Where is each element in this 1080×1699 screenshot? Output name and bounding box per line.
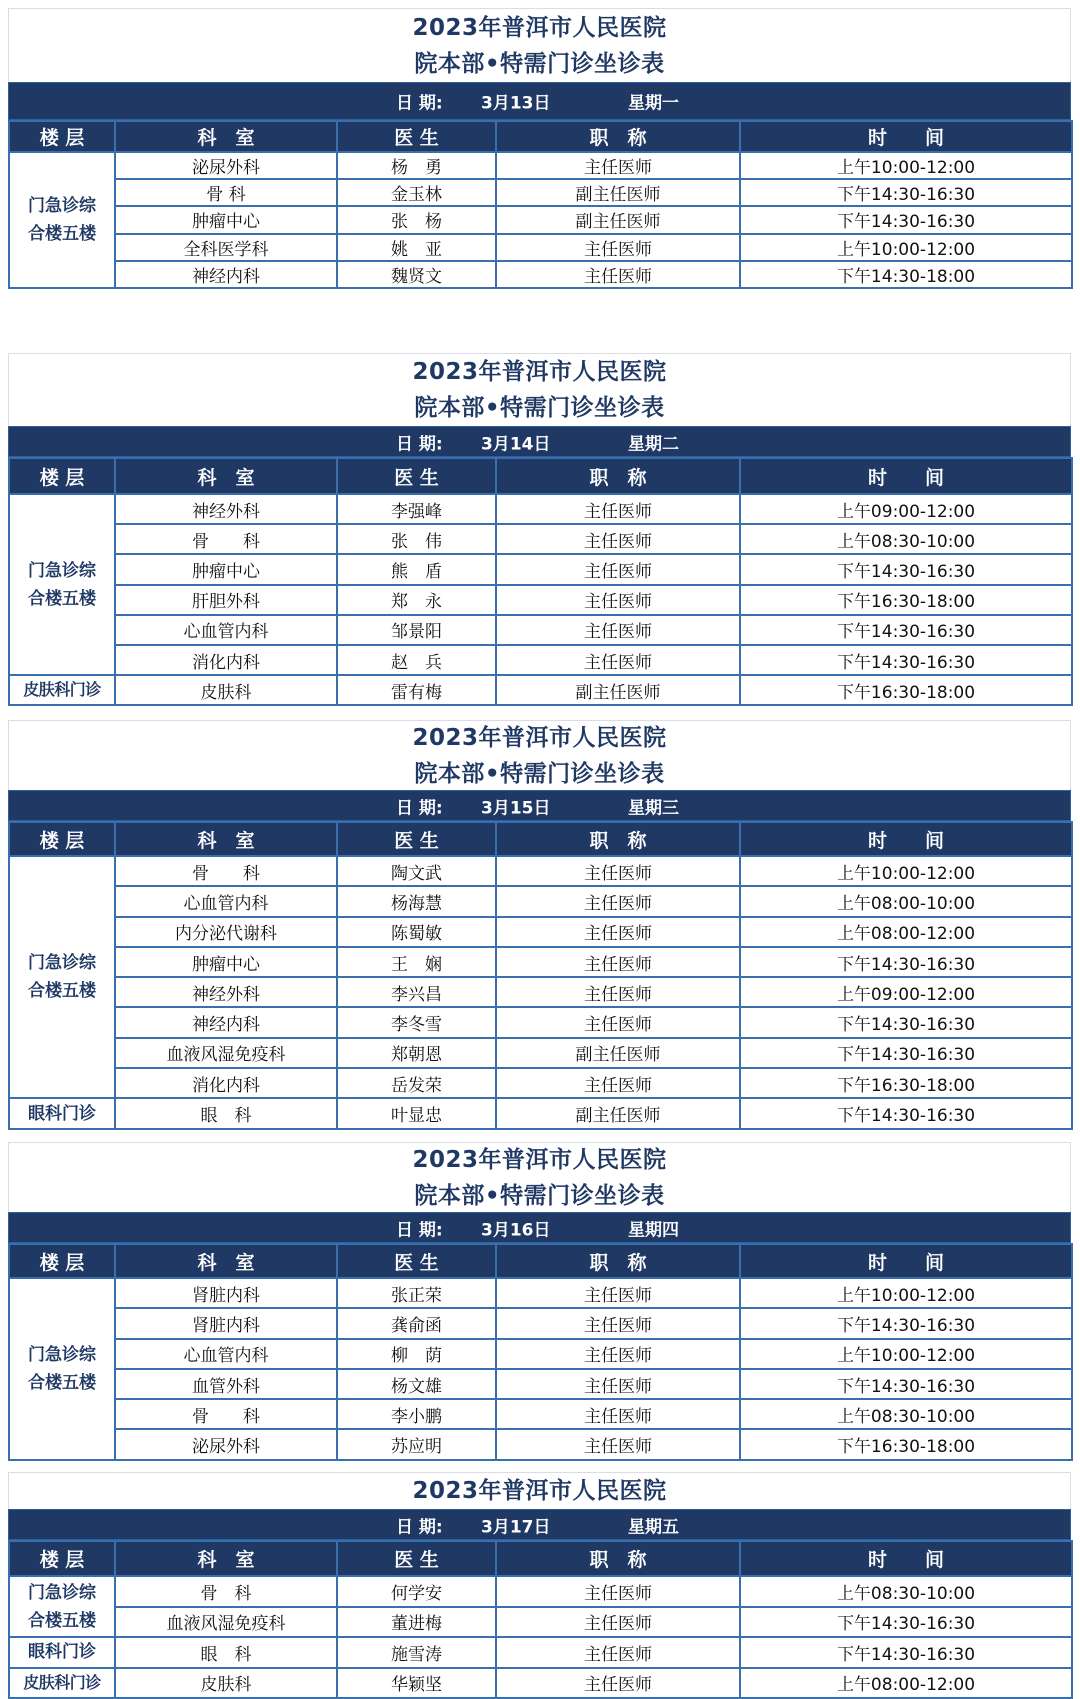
department-cell: 消化内科 bbox=[115, 1068, 337, 1098]
department-cell: 肿瘤中心 bbox=[115, 206, 337, 233]
doctor-cell: 郑朝恩 bbox=[337, 1038, 496, 1068]
column-header-department: 科 室 bbox=[115, 822, 337, 856]
time-cell: 下午14:30-16:30 bbox=[740, 615, 1072, 645]
title-cell: 副主任医师 bbox=[496, 1098, 740, 1128]
column-header-department: 科 室 bbox=[115, 458, 337, 494]
doctor-cell: 杨文雄 bbox=[337, 1369, 496, 1399]
department-cell: 骨 科 bbox=[115, 179, 337, 206]
column-header-department: 科 室 bbox=[115, 1244, 337, 1278]
table-row bbox=[9, 1429, 1072, 1459]
table-row bbox=[9, 645, 1072, 675]
doctor-cell: 雷有梅 bbox=[337, 675, 496, 705]
time-cell: 上午10:00-12:00 bbox=[740, 1278, 1072, 1308]
title-cell: 主任医师 bbox=[496, 585, 740, 615]
time-cell: 上午10:00-12:00 bbox=[740, 234, 1072, 261]
column-header-floor: 楼 层 bbox=[9, 121, 115, 152]
time-cell: 下午14:30-16:30 bbox=[740, 1637, 1072, 1668]
time-cell: 上午08:30-10:00 bbox=[740, 1399, 1072, 1429]
schedule-title bbox=[8, 353, 1071, 426]
table-row bbox=[9, 886, 1072, 916]
schedule-title bbox=[8, 720, 1071, 790]
table-row bbox=[9, 977, 1072, 1007]
title-cell: 主任医师 bbox=[496, 261, 740, 288]
date-value: 3月14日 bbox=[481, 434, 551, 454]
title-cell: 主任医师 bbox=[496, 1429, 740, 1459]
time-cell: 下午14:30-16:30 bbox=[740, 179, 1072, 206]
title-cell: 主任医师 bbox=[496, 886, 740, 916]
title-cell: 主任医师 bbox=[496, 1576, 740, 1607]
column-header-title: 职 称 bbox=[496, 1244, 740, 1278]
date-value: 3月13日 bbox=[481, 93, 551, 114]
department-cell: 心血管内科 bbox=[115, 615, 337, 645]
title-cell: 主任医师 bbox=[496, 554, 740, 584]
table-row bbox=[9, 1007, 1072, 1037]
floor-cell: 皮肤科门诊 bbox=[9, 1668, 115, 1699]
time-cell: 下午14:30-16:30 bbox=[740, 1607, 1072, 1638]
title-cell: 主任医师 bbox=[496, 1007, 740, 1037]
table-row bbox=[9, 1668, 1072, 1699]
title-cell: 主任医师 bbox=[496, 1339, 740, 1369]
doctor-cell: 金玉林 bbox=[337, 179, 496, 206]
department-cell: 骨 科 bbox=[115, 856, 337, 886]
time-cell: 下午14:30-18:00 bbox=[740, 261, 1072, 288]
department-cell: 神经外科 bbox=[115, 977, 337, 1007]
date-label: 日 期: bbox=[396, 1220, 443, 1240]
weekday: 星期一 bbox=[628, 93, 679, 114]
table-row bbox=[9, 234, 1072, 261]
department-cell: 血管外科 bbox=[115, 1369, 337, 1399]
department-cell: 神经外科 bbox=[115, 494, 337, 524]
table-row bbox=[9, 675, 1072, 705]
department-cell: 肝胆外科 bbox=[115, 585, 337, 615]
weekday: 星期五 bbox=[628, 1517, 679, 1537]
schedule-grid bbox=[8, 1243, 1073, 1461]
title-cell: 主任医师 bbox=[496, 1369, 740, 1399]
column-header-title: 职 称 bbox=[496, 121, 740, 152]
table-row bbox=[9, 206, 1072, 233]
table-row bbox=[9, 856, 1072, 886]
title-cell: 副主任医师 bbox=[496, 179, 740, 206]
time-cell: 上午08:00-10:00 bbox=[740, 886, 1072, 916]
department-cell: 神经内科 bbox=[115, 1007, 337, 1037]
title-cell: 副主任医师 bbox=[496, 1038, 740, 1068]
hospital-title: 2023年普洱市人民医院 bbox=[412, 14, 667, 41]
doctor-cell: 熊 盾 bbox=[337, 554, 496, 584]
department-cell: 血液风湿免疫科 bbox=[115, 1038, 337, 1068]
department-cell: 泌尿外科 bbox=[115, 152, 337, 179]
table-row bbox=[9, 615, 1072, 645]
time-cell: 上午10:00-12:00 bbox=[740, 152, 1072, 179]
floor-cell: 门急诊综 合楼五楼 bbox=[9, 1576, 115, 1637]
time-cell: 下午14:30-16:30 bbox=[740, 645, 1072, 675]
table-row bbox=[9, 1607, 1072, 1638]
table-row bbox=[9, 1098, 1072, 1128]
time-cell: 上午08:30-10:00 bbox=[740, 524, 1072, 554]
time-cell: 下午14:30-16:30 bbox=[740, 1007, 1072, 1037]
table-row bbox=[9, 947, 1072, 977]
time-cell: 上午08:00-12:00 bbox=[740, 917, 1072, 947]
time-cell: 下午16:30-18:00 bbox=[740, 1068, 1072, 1098]
title-cell: 主任医师 bbox=[496, 1068, 740, 1098]
doctor-cell: 柳 荫 bbox=[337, 1339, 496, 1369]
department-cell: 眼 科 bbox=[115, 1637, 337, 1668]
department-cell: 皮肤科 bbox=[115, 1668, 337, 1699]
floor-cell: 门急诊综 合楼五楼 bbox=[9, 152, 115, 288]
doctor-cell: 苏应明 bbox=[337, 1429, 496, 1459]
title-cell: 副主任医师 bbox=[496, 675, 740, 705]
title-cell: 主任医师 bbox=[496, 1607, 740, 1638]
department-cell: 心血管内科 bbox=[115, 886, 337, 916]
doctor-cell: 岳发荣 bbox=[337, 1068, 496, 1098]
doctor-cell: 赵 兵 bbox=[337, 645, 496, 675]
title-cell: 主任医师 bbox=[496, 917, 740, 947]
time-cell: 下午14:30-16:30 bbox=[740, 1369, 1072, 1399]
doctor-cell: 杨 勇 bbox=[337, 152, 496, 179]
schedule-grid bbox=[8, 120, 1073, 289]
title-cell: 主任医师 bbox=[496, 494, 740, 524]
title-cell: 主任医师 bbox=[496, 1668, 740, 1699]
floor-cell: 眼科门诊 bbox=[9, 1637, 115, 1668]
column-header-doctor: 医 生 bbox=[337, 1244, 496, 1278]
weekday: 星期四 bbox=[628, 1220, 679, 1240]
title-cell: 主任医师 bbox=[496, 856, 740, 886]
doctor-cell: 李兴昌 bbox=[337, 977, 496, 1007]
table-row bbox=[9, 1369, 1072, 1399]
date-band bbox=[8, 1212, 1071, 1243]
department-cell: 血液风湿免疫科 bbox=[115, 1607, 337, 1638]
hospital-title: 2023年普洱市人民医院 bbox=[412, 1146, 667, 1173]
column-header-doctor: 医 生 bbox=[337, 1541, 496, 1576]
column-header-doctor: 医 生 bbox=[337, 121, 496, 152]
title-cell: 主任医师 bbox=[496, 615, 740, 645]
date-label: 日 期: bbox=[396, 798, 443, 818]
weekday: 星期三 bbox=[628, 798, 679, 818]
time-cell: 上午08:30-10:00 bbox=[740, 1576, 1072, 1607]
department-cell: 肾脏内科 bbox=[115, 1278, 337, 1308]
time-cell: 下午14:30-16:30 bbox=[740, 1038, 1072, 1068]
doctor-cell: 魏贤文 bbox=[337, 261, 496, 288]
doctor-cell: 叶显忠 bbox=[337, 1098, 496, 1128]
column-header-time: 时 间 bbox=[740, 458, 1072, 494]
doctor-cell: 张 杨 bbox=[337, 206, 496, 233]
time-cell: 下午14:30-16:30 bbox=[740, 947, 1072, 977]
title-cell: 主任医师 bbox=[496, 1399, 740, 1429]
table-row bbox=[9, 494, 1072, 524]
time-cell: 下午14:30-16:30 bbox=[740, 1098, 1072, 1128]
column-header-floor: 楼 层 bbox=[9, 1541, 115, 1576]
schedule-subtitle: 院本部•特需门诊坐诊表 bbox=[414, 1182, 665, 1209]
time-cell: 下午16:30-18:00 bbox=[740, 1429, 1072, 1459]
schedule-subtitle: 院本部•特需门诊坐诊表 bbox=[414, 760, 665, 787]
header-row bbox=[9, 121, 1072, 152]
department-cell: 肿瘤中心 bbox=[115, 554, 337, 584]
doctor-cell: 张正荣 bbox=[337, 1278, 496, 1308]
table-row bbox=[9, 1278, 1072, 1308]
title-cell: 主任医师 bbox=[496, 1308, 740, 1338]
title-cell: 主任医师 bbox=[496, 947, 740, 977]
time-cell: 下午16:30-18:00 bbox=[740, 675, 1072, 705]
column-header-department: 科 室 bbox=[115, 1541, 337, 1576]
department-cell: 骨 科 bbox=[115, 1576, 337, 1607]
table-row bbox=[9, 1068, 1072, 1098]
title-cell: 主任医师 bbox=[496, 1278, 740, 1308]
table-row bbox=[9, 585, 1072, 615]
doctor-cell: 李强峰 bbox=[337, 494, 496, 524]
weekday: 星期二 bbox=[628, 434, 679, 454]
time-cell: 下午14:30-16:30 bbox=[740, 206, 1072, 233]
time-cell: 上午09:00-12:00 bbox=[740, 494, 1072, 524]
department-cell: 肿瘤中心 bbox=[115, 947, 337, 977]
header-row bbox=[9, 458, 1072, 494]
doctor-cell: 华颖坚 bbox=[337, 1668, 496, 1699]
floor-cell: 门急诊综 合楼五楼 bbox=[9, 1278, 115, 1460]
schedule-title bbox=[8, 8, 1071, 82]
column-header-title: 职 称 bbox=[496, 1541, 740, 1576]
header-row bbox=[9, 1541, 1072, 1576]
doctor-cell: 李冬雪 bbox=[337, 1007, 496, 1037]
time-cell: 下午14:30-16:30 bbox=[740, 1308, 1072, 1338]
column-header-department: 科 室 bbox=[115, 121, 337, 152]
column-header-time: 时 间 bbox=[740, 1244, 1072, 1278]
column-header-floor: 楼 层 bbox=[9, 458, 115, 494]
schedule-subtitle: 院本部•特需门诊坐诊表 bbox=[414, 50, 665, 77]
date-band bbox=[8, 82, 1071, 120]
title-cell: 主任医师 bbox=[496, 645, 740, 675]
schedule-grid bbox=[8, 821, 1073, 1130]
doctor-cell: 郑 永 bbox=[337, 585, 496, 615]
doctor-cell: 邹景阳 bbox=[337, 615, 496, 645]
department-cell: 神经内科 bbox=[115, 261, 337, 288]
title-cell: 主任医师 bbox=[496, 1637, 740, 1668]
doctor-cell: 何学安 bbox=[337, 1576, 496, 1607]
hospital-title: 2023年普洱市人民医院 bbox=[412, 359, 667, 385]
column-header-doctor: 医 生 bbox=[337, 822, 496, 856]
column-header-floor: 楼 层 bbox=[9, 822, 115, 856]
table-row bbox=[9, 1308, 1072, 1338]
doctor-cell: 陶文武 bbox=[337, 856, 496, 886]
table-row bbox=[9, 524, 1072, 554]
floor-cell: 门急诊综 合楼五楼 bbox=[9, 856, 115, 1098]
schedule-grid bbox=[8, 457, 1073, 706]
title-cell: 副主任医师 bbox=[496, 206, 740, 233]
column-header-time: 时 间 bbox=[740, 1541, 1072, 1576]
floor-cell: 皮肤科门诊 bbox=[9, 675, 115, 705]
date-value: 3月17日 bbox=[481, 1517, 551, 1537]
table-row bbox=[9, 917, 1072, 947]
doctor-cell: 龚俞函 bbox=[337, 1308, 496, 1338]
time-cell: 上午10:00-12:00 bbox=[740, 1339, 1072, 1369]
date-value: 3月16日 bbox=[481, 1220, 551, 1240]
column-header-title: 职 称 bbox=[496, 822, 740, 856]
doctor-cell: 陈蜀敏 bbox=[337, 917, 496, 947]
schedule-grid bbox=[8, 1540, 1073, 1699]
column-header-time: 时 间 bbox=[740, 822, 1072, 856]
date-value: 3月15日 bbox=[481, 798, 551, 818]
date-band bbox=[8, 790, 1071, 821]
department-cell: 肾脏内科 bbox=[115, 1308, 337, 1338]
department-cell: 全科医学科 bbox=[115, 234, 337, 261]
date-label: 日 期: bbox=[396, 1517, 443, 1537]
title-cell: 主任医师 bbox=[496, 234, 740, 261]
doctor-cell: 姚 亚 bbox=[337, 234, 496, 261]
column-header-title: 职 称 bbox=[496, 458, 740, 494]
floor-cell: 门急诊综 合楼五楼 bbox=[9, 494, 115, 675]
table-row bbox=[9, 261, 1072, 288]
table-row bbox=[9, 1339, 1072, 1369]
doctor-cell: 董进梅 bbox=[337, 1607, 496, 1638]
department-cell: 皮肤科 bbox=[115, 675, 337, 705]
department-cell: 心血管内科 bbox=[115, 1339, 337, 1369]
hospital-title: 2023年普洱市人民医院 bbox=[412, 724, 667, 751]
header-row bbox=[9, 1244, 1072, 1278]
table-row bbox=[9, 1038, 1072, 1068]
time-cell: 上午10:00-12:00 bbox=[740, 856, 1072, 886]
date-label: 日 期: bbox=[396, 93, 443, 114]
department-cell: 骨 科 bbox=[115, 1399, 337, 1429]
table-row bbox=[9, 179, 1072, 206]
time-cell: 上午09:00-12:00 bbox=[740, 977, 1072, 1007]
time-cell: 下午16:30-18:00 bbox=[740, 585, 1072, 615]
schedule-title bbox=[8, 1472, 1071, 1509]
schedule-title bbox=[8, 1142, 1071, 1212]
column-header-time: 时 间 bbox=[740, 121, 1072, 152]
hospital-title: 2023年普洱市人民医院 bbox=[412, 1478, 667, 1504]
schedule-subtitle: 院本部•特需门诊坐诊表 bbox=[414, 395, 665, 421]
table-row bbox=[9, 152, 1072, 179]
table-row bbox=[9, 1637, 1072, 1668]
date-band bbox=[8, 426, 1071, 457]
table-row bbox=[9, 1399, 1072, 1429]
column-header-floor: 楼 层 bbox=[9, 1244, 115, 1278]
department-cell: 眼 科 bbox=[115, 1098, 337, 1128]
department-cell: 骨 科 bbox=[115, 524, 337, 554]
table-row bbox=[9, 554, 1072, 584]
table-row bbox=[9, 1576, 1072, 1607]
time-cell: 上午08:00-12:00 bbox=[740, 1668, 1072, 1699]
doctor-cell: 张 伟 bbox=[337, 524, 496, 554]
title-cell: 主任医师 bbox=[496, 152, 740, 179]
title-cell: 主任医师 bbox=[496, 524, 740, 554]
column-header-doctor: 医 生 bbox=[337, 458, 496, 494]
department-cell: 消化内科 bbox=[115, 645, 337, 675]
time-cell: 下午14:30-16:30 bbox=[740, 554, 1072, 584]
date-label: 日 期: bbox=[396, 434, 443, 454]
doctor-cell: 王 娴 bbox=[337, 947, 496, 977]
date-band bbox=[8, 1509, 1071, 1540]
header-row bbox=[9, 822, 1072, 856]
department-cell: 内分泌代谢科 bbox=[115, 917, 337, 947]
department-cell: 泌尿外科 bbox=[115, 1429, 337, 1459]
doctor-cell: 施雪涛 bbox=[337, 1637, 496, 1668]
doctor-cell: 杨海慧 bbox=[337, 886, 496, 916]
doctor-cell: 李小鹏 bbox=[337, 1399, 496, 1429]
floor-cell: 眼科门诊 bbox=[9, 1098, 115, 1128]
title-cell: 主任医师 bbox=[496, 977, 740, 1007]
